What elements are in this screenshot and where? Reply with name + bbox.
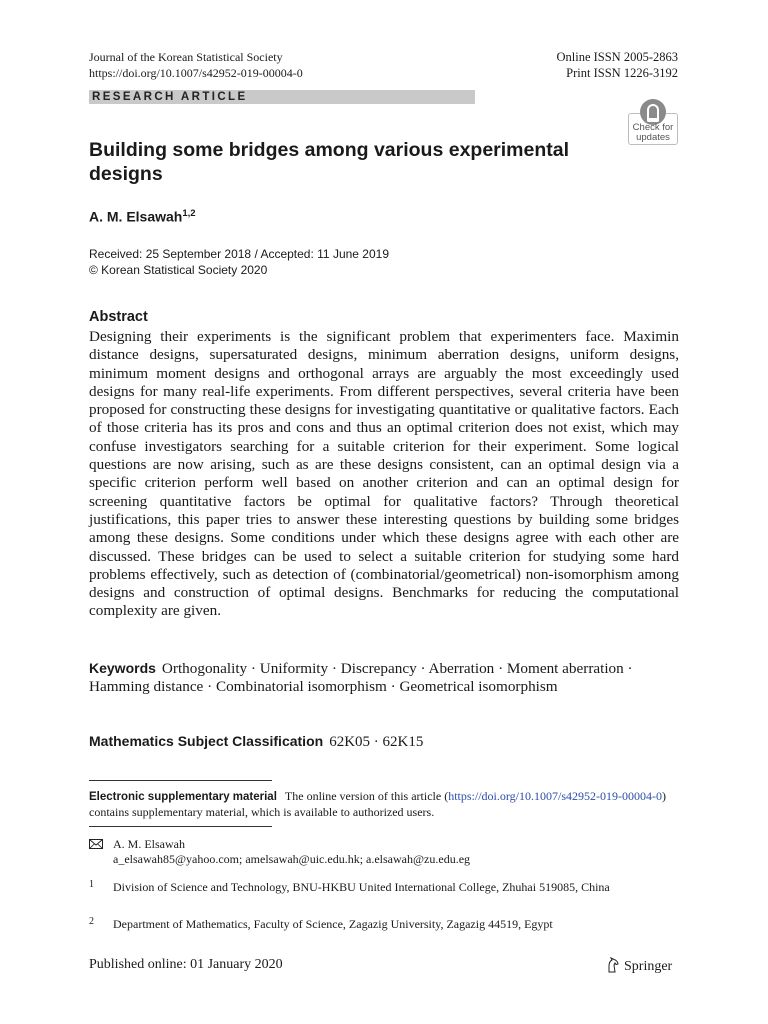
affiliation-number: 2 bbox=[89, 916, 94, 927]
author-name: A. M. Elsawah bbox=[89, 208, 183, 225]
supplementary-text-before: The online version of this article ( bbox=[284, 789, 449, 803]
supplementary-link[interactable]: https://doi.org/10.1007/s42952-019-00004-0 bbox=[448, 789, 662, 803]
published-date: Published online: 01 January 2020 bbox=[89, 957, 283, 972]
supplementary-label: Electronic supplementary material bbox=[89, 791, 277, 803]
supplementary-note bbox=[89, 789, 679, 820]
journal-header bbox=[89, 49, 303, 81]
badge-label: Check for updates bbox=[632, 122, 674, 143]
footnote-rule-2 bbox=[89, 826, 272, 827]
journal-name: Journal of the Korean Statistical Society bbox=[89, 50, 283, 64]
article-dates bbox=[89, 247, 389, 278]
footnote-rule bbox=[89, 780, 272, 781]
online-issn: Online ISSN 2005-2863 bbox=[556, 50, 678, 64]
abstract-text: Designing their experiments is the significant problem that experimenters face. Maximin distance designs, supersaturated designs, minimum aberration designs, uniform designs, minimum moment designs and orthogonal arrays are arguably the most exceedingly used designs for many real-life experiments. From different perspectives, several criteria have been proposed for constructing these designs for investigating quantitative or qualitative factors. Each of those criteria has its pros and cons and thus an optimal criterion does not exist, which may confuse investigators searching for a suitable criterion for their experiment. Some logical questions are now arising, such as are these designs consistent, can an optimal design via a specific criterion perform well based on another criterion and can an optimal design for screening quantitative factors be optimal for qualitative factors? Through theoretical justifications, this paper tries to answer these interesting questions by building some bridges among these designs. Some conditions under which these designs agree with each other are discussed. These bridges can be used to select a suitable criterion for studying some hard problems effectively, such as detection of (combinatorial/geometrical) non-isomorphism among designs and construction of optimal designs. Benchmarks for reducing the computational complexity are given. bbox=[89, 328, 679, 620]
correspondence bbox=[113, 837, 470, 867]
publisher-logo bbox=[606, 957, 672, 975]
author-emails[interactable]: a_elsawah85@yahoo.com; amelsawah@uic.edu.hk; a.elsawah@zu.edu.eg bbox=[113, 852, 471, 866]
received-accepted: Received: 25 September 2018 / Accepted: 11 June 2019 bbox=[89, 247, 389, 261]
subject-classification bbox=[89, 733, 423, 751]
supplementary-text-after: ) contains supplementary material, which is available to authorized users. bbox=[89, 789, 666, 819]
affiliation-text: Division of Science and Technology, BNU-HKBU United International College, Zhuhai 519085, China bbox=[113, 880, 610, 894]
publisher-name: Springer bbox=[624, 959, 673, 974]
corresponding-author: A. M. Elsawah bbox=[113, 837, 185, 851]
affiliation-text: Department of Mathematics, Faculty of Science, Zagazig University, Zagazig 44519, Egypt bbox=[113, 917, 553, 931]
check-for-updates-badge[interactable] bbox=[628, 99, 678, 144]
affiliation-number: 1 bbox=[89, 879, 94, 890]
author-affiliation-marks: 1,2 bbox=[182, 208, 196, 219]
article-title: Building some bridges among various experimental designs bbox=[89, 139, 570, 185]
issn-block bbox=[556, 49, 678, 81]
springer-horse-icon bbox=[606, 957, 620, 973]
author-line bbox=[89, 208, 196, 225]
msc-codes: 62K05 · 62K15 bbox=[329, 734, 424, 750]
section-label: RESEARCH ARTICLE bbox=[89, 90, 475, 104]
article-doi[interactable]: https://doi.org/10.1007/s42952-019-00004-0 bbox=[89, 66, 303, 80]
envelope-icon bbox=[89, 839, 103, 849]
abstract-heading: Abstract bbox=[89, 309, 148, 325]
copyright: © Korean Statistical Society 2020 bbox=[89, 262, 268, 277]
msc-label: Mathematics Subject Classification bbox=[89, 733, 324, 749]
keywords-label: Keywords bbox=[89, 660, 156, 676]
keywords-text: Orthogonality · Uniformity · Discrepancy · Aberration · Moment aberration · Hamming distance · Combinatorial isomorphism · Geometrical isomorphism bbox=[89, 660, 633, 696]
keywords bbox=[89, 659, 679, 697]
print-issn: Print ISSN 1226-3192 bbox=[566, 66, 678, 80]
